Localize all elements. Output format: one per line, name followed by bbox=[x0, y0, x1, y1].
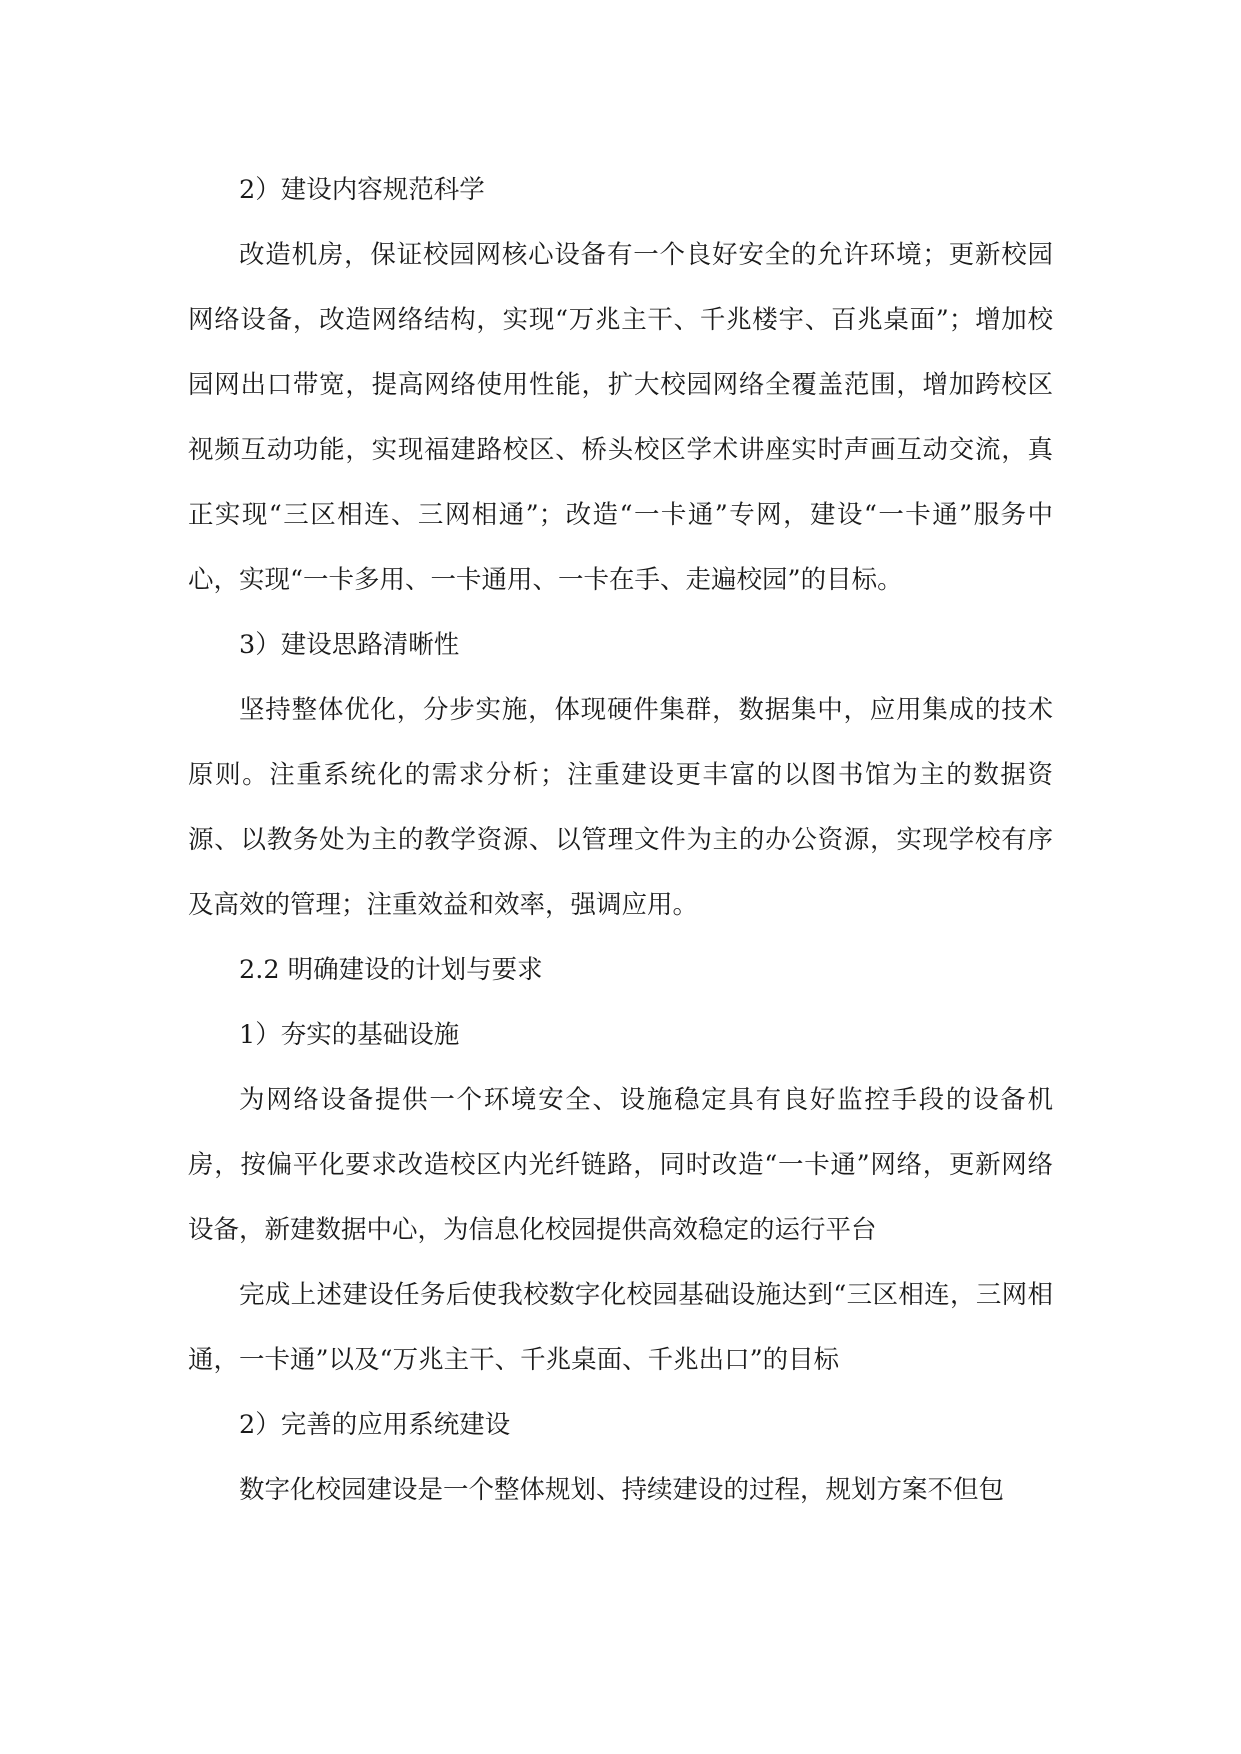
paragraph-infrastructure: 为网络设备提供一个环境安全、设施稳定具有良好监控手段的设备机房，按偏平化要求改造校区内光纤链路，同时改造“一卡通”网络，更新网络设备，新建数据中心，为信息化校园提供高效稳定的运行平台 bbox=[188, 1085, 1053, 1245]
heading-application-systems: 2）完善的应用系统建设 bbox=[239, 1410, 511, 1440]
paragraph-application-systems: 数字化校园建设是一个整体规划、持续建设的过程，规划方案不但包 bbox=[239, 1475, 1005, 1505]
section-heading-2-2: 2.2 明确建设的计划与要求 bbox=[239, 955, 543, 985]
document-body bbox=[188, 158, 1053, 1523]
paragraph-infrastructure-goal: 完成上述建设任务后使我校数字化校园基础设施达到“三区相连，三网相通，一卡通”以及“万兆主干、千兆桌面、千兆出口”的目标 bbox=[188, 1280, 1053, 1375]
heading-build-content: 2）建设内容规范科学 bbox=[239, 175, 485, 205]
heading-build-approach: 3）建设思路清晰性 bbox=[239, 630, 460, 660]
paragraph-build-content: 改造机房，保证校园网核心设备有一个良好安全的允许环境；更新校园网络设备，改造网络结构，实现“万兆主干、千兆楼宇、百兆桌面”；增加校园网出口带宽，提高网络使用性能，扩大校园网络全覆盖范围，增加跨校区视频互动功能，实现福建路校区、桥头校区学术讲座实时声画互动交流，真正实现“三区相连、三网相通”；改造“一卡通”专网，建设“一卡通”服务中心，实现“一卡多用、一卡通用、一卡在手、走遍校园”的目标。 bbox=[188, 240, 1053, 595]
paragraph-build-approach: 坚持整体优化，分步实施，体现硬件集群，数据集中，应用集成的技术原则。注重系统化的需求分析；注重建设更丰富的以图书馆为主的数据资源、以教务处为主的教学资源、以管理文件为主的办公资源，实现学校有序及高效的管理；注重效益和效率，强调应用。 bbox=[188, 695, 1053, 920]
heading-infrastructure: 1）夯实的基础设施 bbox=[239, 1020, 460, 1050]
